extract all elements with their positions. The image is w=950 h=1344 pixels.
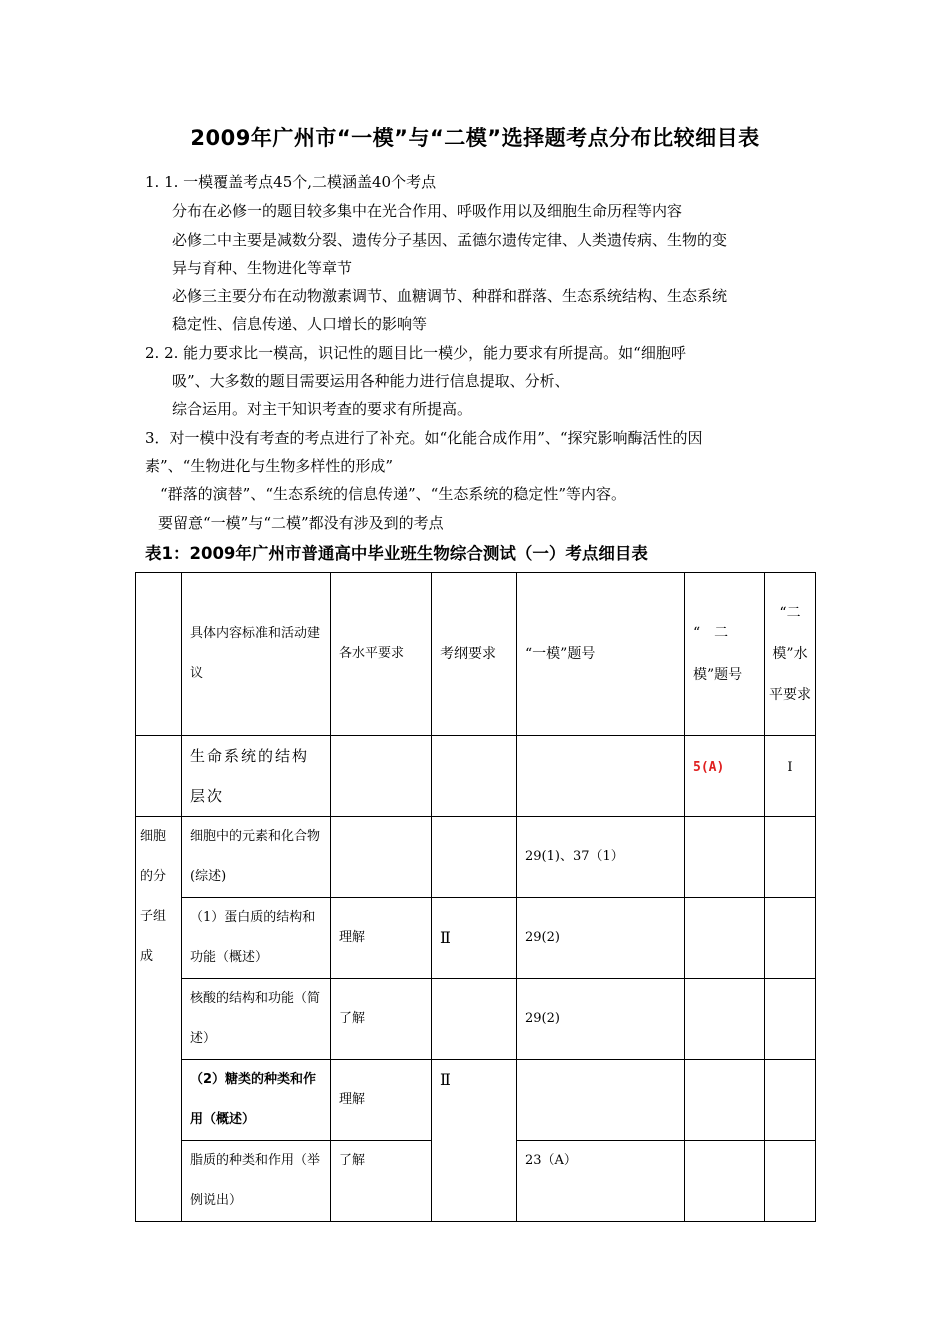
cell-level: 理解: [331, 1060, 432, 1141]
table-caption: 表1：2009年广州市普通高中毕业班生物综合测试（一）考点细目表: [145, 544, 648, 563]
cell-outline: [432, 817, 517, 898]
header-cell-outline: 考纲要求: [432, 573, 517, 736]
cell-q2: 5(A): [685, 736, 765, 817]
cell-level: [331, 736, 432, 817]
cell-q1: 29(2): [517, 898, 685, 979]
header-cell-q1: “一模”题号: [517, 573, 685, 736]
table-header-row: [136, 573, 816, 736]
cell-q2: [685, 979, 765, 1060]
cell-outline: Ⅱ: [432, 1060, 517, 1222]
text-line: 2. 2. 能力要求比一模高，识记性的题目比一模少，能力要求有所提高。如“细胞呼: [145, 344, 686, 362]
cell-content: 核酸的结构和功能（简述）: [182, 979, 331, 1060]
cell-content: 脂质的种类和作用（举例说出）: [182, 1141, 331, 1222]
text-line: 1. 1. 一模覆盖考点45个,二模涵盖40个考点: [145, 173, 437, 191]
table-row: [136, 898, 816, 979]
header-cell-level: 各水平要求: [331, 573, 432, 736]
cell-group: [136, 736, 182, 817]
table-row: [136, 817, 816, 898]
header-cell-group: [136, 573, 182, 736]
table-row: [136, 736, 816, 817]
text-line: 必修三主要分布在动物激素调节、血糖调节、种群和群落、生态系统结构、生态系统: [172, 287, 728, 305]
cell-content: 细胞中的元素和化合物(综述): [182, 817, 331, 898]
cell-group-label: 细胞的分子组成: [136, 817, 182, 1222]
cell-level: 了解: [331, 1141, 432, 1222]
text-line: 综合运用。对主干知识考查的要求有所提高。: [172, 400, 473, 418]
header-cell-content: 具体内容标准和活动建议: [182, 573, 331, 736]
cell-q1: [517, 1060, 685, 1141]
cell-outline: [432, 736, 517, 817]
text-line: 必修二中主要是减数分裂、遗传分子基因、孟德尔遗传定律、人类遗传病、生物的变: [172, 231, 728, 249]
cell-level: [331, 817, 432, 898]
cell-q1: 29(2): [517, 979, 685, 1060]
cell-outline: Ⅱ: [432, 898, 517, 979]
table-row: [136, 979, 816, 1060]
cell-lv2: [765, 817, 816, 898]
cell-q2: [685, 898, 765, 979]
text-line: 异与育种、生物进化等章节: [172, 259, 353, 277]
cell-q2: [685, 1141, 765, 1222]
text-line: 3．对一模中没有考查的考点进行了补充。如“化能合成作用”、“探究影响酶活性的因: [145, 429, 703, 447]
header-cell-q2: “ 二模”题号: [685, 573, 765, 736]
exam-points-table: [135, 572, 816, 1222]
cell-lv2: [765, 979, 816, 1060]
cell-lv2: [765, 1141, 816, 1222]
text-line: 要留意“一模”与“二模”都没有涉及到的考点: [158, 514, 444, 532]
cell-content: （1）蛋白质的结构和功能（概述）: [182, 898, 331, 979]
table-row: [136, 1060, 816, 1141]
cell-q1: 23（A）: [517, 1141, 685, 1222]
text-line: “群落的演替”、“生态系统的信息传递”、“生态系统的稳定性”等内容。: [160, 485, 627, 503]
text-line: 分布在必修一的题目较多集中在光合作用、呼吸作用以及细胞生命历程等内容: [172, 202, 683, 220]
document-title: 2009年广州市“一模”与“二模”选择题考点分布比较细目表: [190, 126, 760, 150]
cell-content: 生命系统的结构层次: [182, 736, 331, 817]
cell-q1: [517, 736, 685, 817]
cell-lv2: [765, 898, 816, 979]
cell-q2: [685, 1060, 765, 1141]
text-line: 吸”、大多数的题目需要运用各种能力进行信息提取、分析、: [172, 372, 570, 390]
cell-level: 理解: [331, 898, 432, 979]
text-line: 稳定性、信息传递、人口增长的影响等: [172, 315, 428, 333]
cell-lv2: [765, 1060, 816, 1141]
cell-q2: [685, 817, 765, 898]
cell-q1: 29(1)、37（1）: [517, 817, 685, 898]
cell-content: （2）糖类的种类和作用（概述）: [182, 1060, 331, 1141]
cell-outline: [432, 979, 517, 1060]
text-line: 素”、“生物进化与生物多样性的形成”: [145, 457, 394, 475]
cell-lv2: Ⅰ: [765, 736, 816, 817]
cell-level: 了解: [331, 979, 432, 1060]
header-cell-lv2: “二模”水平要求: [765, 573, 816, 736]
